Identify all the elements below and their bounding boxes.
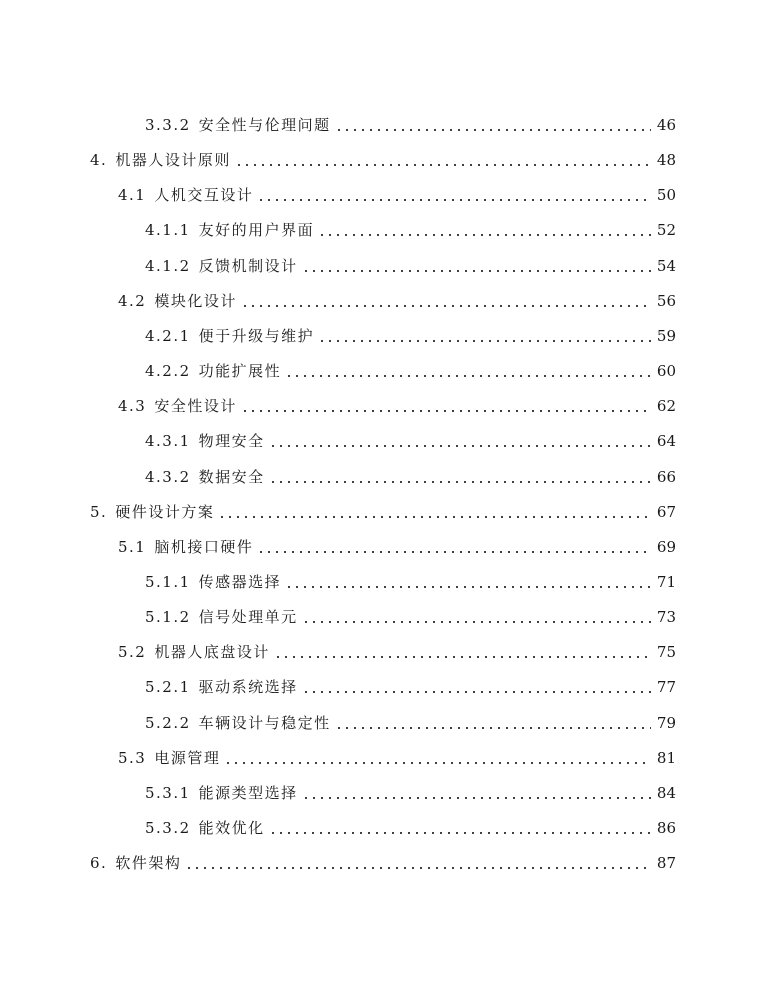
toc-entry-page-number: 86 xyxy=(656,819,676,837)
toc-entry[interactable] xyxy=(90,148,676,172)
toc-entry-title: 安全性与伦理问题 xyxy=(198,116,331,134)
toc-entry[interactable] xyxy=(145,570,676,594)
toc-entry[interactable] xyxy=(145,711,676,735)
toc-dot-leader xyxy=(257,550,651,554)
toc-entry[interactable] xyxy=(145,324,676,348)
toc-entry[interactable] xyxy=(145,254,676,278)
toc-entry-number: 6. xyxy=(90,854,108,873)
toc-entry-title: 反馈机制设计 xyxy=(198,256,298,275)
toc-entry-page-number: 60 xyxy=(656,362,676,381)
toc-entry-page-number: 79 xyxy=(656,713,676,732)
toc-entry-title: 机器人底盘设计 xyxy=(154,643,270,662)
toc-entry-number: 4.2 xyxy=(118,291,147,310)
toc-entry-title: 硬件设计方案 xyxy=(115,502,215,521)
toc-entry-title: 能效优化 xyxy=(198,819,265,837)
toc-dot-leader xyxy=(302,269,651,273)
toc-dot-leader xyxy=(302,796,651,800)
toc-dot-leader xyxy=(241,409,651,413)
toc-entry-number: 3.3.2 xyxy=(145,116,191,134)
toc-entry-title: 信号处理单元 xyxy=(198,608,298,627)
toc-entry-number: 4.1.2 xyxy=(145,256,191,275)
toc-entry[interactable] xyxy=(118,746,676,770)
toc-dot-leader xyxy=(235,163,651,167)
toc-entry-page-number: 84 xyxy=(656,783,676,802)
toc-entry-page-number: 87 xyxy=(656,854,676,873)
toc-dot-leader xyxy=(302,620,651,624)
toc-entry-page-number: 62 xyxy=(656,397,676,416)
toc-entry-title: 驱动系统选择 xyxy=(198,678,298,697)
toc-entry-title: 人机交互设计 xyxy=(154,186,254,205)
toc-entry-number: 5.2.1 xyxy=(145,678,191,697)
toc-entry[interactable] xyxy=(145,781,676,805)
toc-entry-page-number: 56 xyxy=(656,291,676,310)
toc-entry-title: 能源类型选择 xyxy=(198,783,298,802)
toc-dot-leader xyxy=(269,831,651,835)
toc-dot-leader xyxy=(224,761,651,765)
toc-entry-title: 数据安全 xyxy=(198,467,265,486)
toc-entry-number: 5.1 xyxy=(118,537,147,556)
toc-dot-leader xyxy=(257,198,651,202)
toc-dot-leader xyxy=(241,304,651,308)
toc-entry-title: 安全性设计 xyxy=(154,397,237,416)
toc-entry-page-number: 48 xyxy=(656,151,676,170)
toc-entry[interactable] xyxy=(145,359,676,383)
toc-entry-page-number: 71 xyxy=(656,572,676,591)
toc-entry[interactable] xyxy=(145,675,676,699)
toc-entry-number: 5.1.2 xyxy=(145,608,191,627)
toc-entry-number: 4.1 xyxy=(118,186,147,205)
toc-entry-page-number: 46 xyxy=(656,116,676,134)
toc-entry-number: 5.1.1 xyxy=(145,572,191,591)
toc-entry[interactable] xyxy=(145,218,676,242)
toc-entry-number: 4.2.1 xyxy=(145,326,191,345)
toc-dot-leader xyxy=(335,128,651,132)
toc-entry-title: 传感器选择 xyxy=(198,572,282,591)
toc-entry-page-number: 67 xyxy=(656,502,676,521)
toc-entry[interactable] xyxy=(118,394,676,418)
toc-entry-page-number: 81 xyxy=(656,748,676,767)
toc-entry-number: 5. xyxy=(90,502,108,521)
toc-entry-title: 友好的用户界面 xyxy=(198,221,315,240)
toc-dot-leader xyxy=(218,515,651,519)
toc-dot-leader xyxy=(318,339,651,343)
toc-entry[interactable] xyxy=(90,500,676,524)
toc-dot-leader xyxy=(269,444,651,448)
toc-entry[interactable] xyxy=(145,605,676,629)
toc-dot-leader xyxy=(274,655,651,659)
toc-entry-number: 4. xyxy=(90,151,108,170)
toc-dot-leader xyxy=(285,374,651,378)
toc-entry-number: 4.3.1 xyxy=(145,432,191,451)
toc-dot-leader xyxy=(318,233,651,237)
toc-entry-title: 电源管理 xyxy=(154,748,221,767)
toc-entry-title: 脑机接口硬件 xyxy=(154,537,254,556)
toc-entry-page-number: 75 xyxy=(656,643,676,662)
toc-dot-leader xyxy=(335,726,651,730)
toc-entry-page-number: 50 xyxy=(656,186,676,205)
toc-entry[interactable] xyxy=(145,113,676,137)
toc-entry-number: 5.2 xyxy=(118,643,147,662)
toc-dot-leader xyxy=(185,866,651,870)
toc-entry-number: 4.1.1 xyxy=(145,221,191,240)
toc-entry-page-number: 73 xyxy=(656,608,676,627)
toc-dot-leader xyxy=(302,690,651,694)
toc-entry-number: 5.3 xyxy=(118,748,147,767)
toc-entry-title: 功能扩展性 xyxy=(198,362,282,381)
toc-entry-number: 5.3.1 xyxy=(145,783,191,802)
toc-entry[interactable] xyxy=(145,429,676,453)
toc-entry-number: 5.2.2 xyxy=(145,713,191,732)
toc-entry[interactable] xyxy=(145,816,676,840)
toc-entry[interactable] xyxy=(118,535,676,559)
toc-entry-title: 软件架构 xyxy=(115,854,182,873)
toc-entry-title: 车辆设计与稳定性 xyxy=(198,713,331,732)
toc-entry[interactable] xyxy=(145,465,676,489)
toc-entry-page-number: 77 xyxy=(656,678,676,697)
toc-entry-page-number: 52 xyxy=(656,221,676,240)
toc-dot-leader xyxy=(269,480,651,484)
toc-entry-number: 5.3.2 xyxy=(145,819,191,837)
toc-entry-number: 4.3 xyxy=(118,397,147,416)
toc-entry-page-number: 64 xyxy=(656,432,676,451)
toc-entry-page-number: 69 xyxy=(656,537,676,556)
toc-entry-title: 物理安全 xyxy=(198,432,265,451)
toc-entry-page-number: 66 xyxy=(656,467,676,486)
toc-entry-page-number: 54 xyxy=(656,256,676,275)
toc-entry-number: 4.2.2 xyxy=(145,362,191,381)
toc-entry-title: 模块化设计 xyxy=(154,291,237,310)
toc-entry-number: 4.3.2 xyxy=(145,467,191,486)
toc-entry[interactable] xyxy=(118,640,676,664)
toc-entry-page-number: 59 xyxy=(656,326,676,345)
toc-entry-title: 机器人设计原则 xyxy=(115,151,231,170)
toc-entry[interactable] xyxy=(90,851,676,875)
toc-entry[interactable] xyxy=(118,183,676,207)
toc-entry-title: 便于升级与维护 xyxy=(198,326,315,345)
toc-entry[interactable] xyxy=(118,289,676,313)
toc-dot-leader xyxy=(285,585,651,589)
